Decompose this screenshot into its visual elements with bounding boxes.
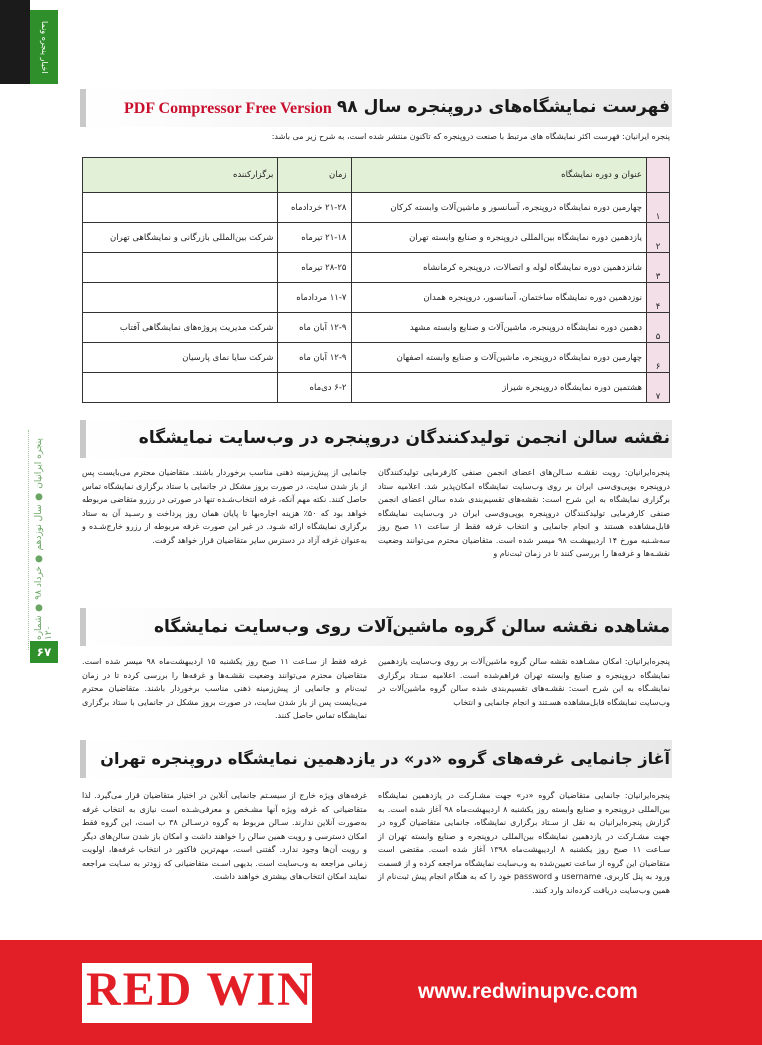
section-tab: اخبار پنجره ونما [30,10,58,84]
row-title: چهارمین دوره نمایشگاه دروپنجره، آسانسور و ماشین‌آلات وابسته کرکان [351,193,647,223]
row-time: ۱۲-۹ آبان ماه [278,313,351,343]
section1-title: فهرست نمایشگاه‌های درو‌پنجره سال ۹۸ [336,97,670,117]
section4-title: آغاز جانمایی غرفه‌های گروه «در» در یازدهمین نمایشگاه درو‌پنجره تهران [100,749,670,768]
banner-accent [80,740,86,778]
banner-accent [80,420,86,458]
row-org [83,193,278,223]
section4-col-left: غرفه‌های ویژه خارج از سیسـتم جانمایی آنلاین در اختیار متقاضیان قرار می‌گیرد. لذا متقاضیانی که غرفه ویژه آنها مشـخص و معرفی‌شـده است نیازی به انتخاب غرفه به‌صورت آنلاین ندارند. سـالن مربوط به گروه درسـالن ۳۸ ب است، این گروه فقط امکان دسترسی و رویت همین سالن را خواهند داشت و امکان باز شدن سالن‌های دیگر و رویت آن‌ها وجود ندارد. گفتنی است، مهم‌ترین فاکتور در انتخاب غرفه‌ها، اولویت زمانی مراجعه به وب‌سایت است. بدیهی اسـت متقاضیانی که زودتر به سـایت مراجعه نمایند امکان انتخاب‌های بیشتری خواهند داشت. [82,791,367,881]
brand-logo [86,962,314,1017]
exhibitions-table [82,157,670,403]
banner-accent [80,608,86,646]
table-header-row [83,158,670,193]
row-time: ۱۲-۹ آبان ماه [278,343,351,373]
footer-url[interactable]: www.redwinupvc.com [418,980,638,1003]
watermark-text: PDF Compressor Free Version [124,100,332,117]
table-row [83,343,670,373]
row-num: ۳ [647,253,670,283]
row-num: ۶ [647,343,670,373]
section2-col-left: جانمایی از پیش‌زمینه ذهنی مناسب برخوردار باشند. متقاضیان محترم می‌بایست پس از باز شدن سایت، در صورت بروز مشکل در جانمایی با ستاد برگزاری نمایشگاه تماس حاصل کنند. نکته مهم آنکه، غرفه انتخاب‌شـده تنها در صورتی در رزرو متقاضی مربوطه خواهد بود که ۵۰٪ هزینه اجاره‌بها تا پایان همان روز پرداخت و رسـید آن به ستاد برگزاری نمایشگاه ارائه شـود. در غیر این صورت غرفه مربوطه از رزرو خارج‌شـده و به‌عنوان غرفه آزاد در دسترس سایر متقاضیان قرار خواهد گرفت. [82,468,368,545]
table-header-org: برگزارکننده [83,158,278,193]
sidebar-dark-strip [0,0,30,84]
row-num: ۴ [647,283,670,313]
section3-col-left: غرفه فقط از سـاعت ۱۱ صبح روز یکشنبه ۱۵ اردیبهشت‌ماه ۹۸ میسر شده است. متقاضیان محترم می‌توانند وضعیت نقشـه‌ها و غرفه‌ها را بررسی کرده تا در زمان ثبت‌نام و جانمایی از پیش‌زمینه ذهنی مناسب برخوردار باشند. متقاضیان محترم می‌بایست پس از باز شدن سایت، در صورت بروز مشکل در جانمایی با ستاد برگزاری نمایشگاه تماس حاصل کنند. [82,657,368,720]
row-org [83,373,278,403]
table-row [83,283,670,313]
row-time: ۲۱-۱۸ تیرماه [278,223,351,253]
row-num: ۵ [647,313,670,343]
row-title: شانزدهمین دوره نمایشگاه لوله و اتصالات، درو‌پنجره کرمانشاه [351,253,647,283]
table-header-title: عنوان و دوره نمایشگاه [351,158,647,193]
row-num: ۷ [647,373,670,403]
row-num: ۲ [647,223,670,253]
banner-accent [80,89,86,127]
table-header-time: زمان [278,158,351,193]
row-org [83,253,278,283]
row-title: چهارمین دوره نمایشگاه درو‌پنجره، ماشین‌آلات و صنایع وابسته اصفهان [351,343,647,373]
section2-title: نقشه سالن انجمن تولیدکنندگان درو‌پنجره در وب‌سایت نمایشگاه [138,428,670,448]
row-title: دهمین دوره نمایشگاه دروپنجره، ماشین‌آلات و صنایع وابسته مشهد [351,313,647,343]
table-row [83,193,670,223]
table-row [83,253,670,283]
issue-info: پنجره ایرانیان ● سال نوزدهم ● خرداد ۹۸ ● شماره ۱۲۰ [34,438,54,640]
table-row [83,313,670,343]
section3-col-right: پنجره‌ایرانیان: امکان مشـاهده نقشه سالن گروه ماشین‌آلات بر روی وب‌سایت یازدهمین نمایشگاه دروپنجره و صنایع وابسته تهران فراهم‌شده است. اعلامیه سـتاد برگزاری نمایشـگاه به این شرح است: نقشـه‌های تقسیم‌بندی شده سالن گروه ماشین‌آلات در وب‌سایت نمایشگاه قابل‌مشاهده هسـتند و انجام جانمایی و انتخاب [378,657,670,707]
row-org: شرکت مدیریت پروژه‌های نمایشگاهی آفتاب [83,313,278,343]
brand-logo-text: RED WIN [86,963,314,1016]
row-org: شرکت بین‌المللی بازرگانی و نمایشگاهی تهران [83,223,278,253]
table-row [83,373,670,403]
row-time: ۲۸-۲۵ تیرماه [278,253,351,283]
row-num: ۱ [647,193,670,223]
row-title: یازدهمین دوره نمایشگاه بین‌المللی درو‌پنجره و صنایع وابسته تهران [351,223,647,253]
section3-title: مشاهده نقشه سالن گروه ماشین‌آلات روی وب‌سایت نمایشگاه [153,617,670,637]
section2-col-right: پنجره‌ایرانیان: رویت نقشـه سـالن‌های اعضای انجمن صنفی کارفرمایی تولیدکنندگان درو‌پنجره یو‌پی‌وی‌سی ایران بر روی وب‌سایت نمایشگاه امکان‌پذیر شد. اعلامیه ستاد برگزاری نمایشگاه به این شرح است: نقشه‌های تقسیم‌بندی شده سالن اعضای انجمن صنفی کارفرمایی تولیدکنندگان درو‌پنجره یو‌پی‌وی‌سی ایران در وب‌سایت نمایشگاه قابل‌مشاهده هستند و انجام جانمایی و انتخاب غرفه فقط از ساعت ۱۱ صبح روز سه‌شـنبه مورخ ۱۴ اردیبهشـت ۹۸ میسر شده است. متقاضیان محترم می‌توانند وضعیت نقشـه‌ها و غرفه‌ها را بررسی کنند تا در زمان ثبت‌نام و [378,468,671,558]
row-time: ۱۱-۷ مردادماه [278,283,351,313]
table-row [83,223,670,253]
row-org: شرکت سایا نمای پارسیان [83,343,278,373]
row-title: نوزدهمین دوره نمایشگاه ساختمان، آسانسور، دروپنجره همدان [351,283,647,313]
page-number: ۶۷ [30,641,58,663]
row-time: ۲۱-۲۸ خرداد‌ماه [278,193,351,223]
section1-intro: پنجره ایرانیان: فهرست اکثر نمایشگاه های مرتبط با صنعت درو‌پنجره که تاکنون منتشر شده است، به شرح زیر می باشد: [271,132,670,141]
table-header-num [647,158,670,193]
row-org [83,283,278,313]
row-time: ۶-۲ دی‌ماه [278,373,351,403]
section4-col-right: پنجره‌ایرانیان: جانمایی متقاضیان گروه «در» جهت مشـارکت در یازدهمین نمایشگاه بین‌المللی دروپنجره و صنایع وابسته روز یکشنبه ۸ اردیبهشت‌ماه ۹۸ آغاز شده است. به گزارش پنجره‌ایرانیان به نقل از سـتاد برگزاری نمایشگاه، جانمایی متقاضیان گروه در جهت مشـارکت در یازدهمین نمایشگاه بین‌المللی درو‌پنجره و صنایع وابسته تهران از سـاعت ۱۱ صبح روز یکشنبه ۸ اردیبهشت‌ماه ۱۳۹۸ آغاز شده است. مقتضی است متقاضیان این گروه از ساعت تعیین‌شده به وب‌سایت نمایشگاه مراجعه کرده و از قسمت ورود به پنل کاربری، username و password خود را که به هنگام انجام پیش ثبت‌نام از همین وب‌سایت دریافت کرده‌اند وارد کنند. [378,791,671,895]
row-title: هشتمین دوره نمایشگاه دروپنجره شیراز [351,373,647,403]
